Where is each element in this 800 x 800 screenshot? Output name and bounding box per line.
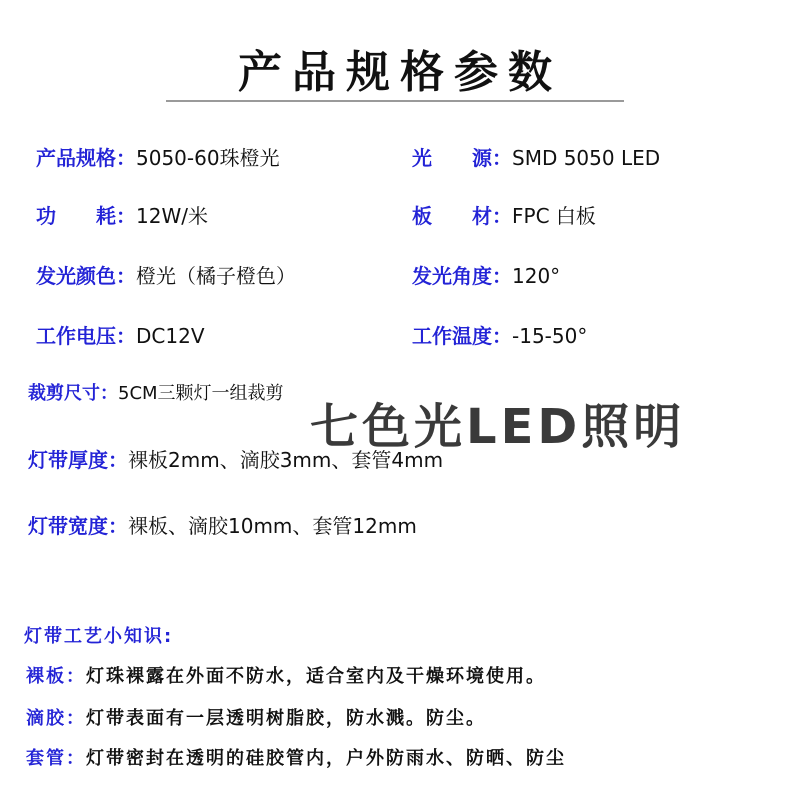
color-value: 橙光（橘子橙色） (136, 264, 296, 288)
brand-watermark: 七色光LED照明 (310, 399, 686, 455)
spec-row-color (36, 264, 296, 288)
thickness-label: 灯带厚度： (28, 448, 128, 472)
knowledge-item-label: 滴胶： (26, 708, 86, 729)
source-label: 光 源： (412, 146, 512, 170)
knowledge-item-text: 灯带密封在透明的硅胶管内，户外防雨水、防晒、防尘 (86, 748, 566, 769)
voltage-value: DC12V (136, 324, 205, 348)
knowledge-item-text: 灯带表面有一层透明树脂胶，防水溅。防尘。 (86, 708, 486, 729)
knowledge-item (26, 666, 546, 688)
spec-row-spec (36, 146, 280, 170)
spec-row-source (412, 146, 660, 170)
spec-label: 产品规格： (36, 146, 136, 170)
knowledge-item (26, 748, 566, 770)
knowledge-heading: 灯带工艺小知识: (24, 626, 174, 647)
cut-label: 裁剪尺寸： (28, 383, 118, 404)
knowledge-item-label: 套管： (26, 748, 86, 769)
board-label: 板 材： (412, 204, 512, 228)
width-value: 裸板、滴胶10mm、套管12mm (128, 514, 417, 538)
voltage-label: 工作电压： (36, 324, 136, 348)
spec-row-width (28, 514, 417, 538)
spec-row-temperature (412, 324, 587, 348)
power-label: 功 耗： (36, 204, 136, 228)
thickness-value: 裸板2mm、滴胶3mm、套管4mm (128, 448, 444, 472)
spec-row-thickness (28, 448, 443, 472)
page-title: 产品规格参数 (238, 47, 562, 98)
spec-row-voltage (36, 324, 205, 348)
temperature-value: -15-50° (512, 324, 588, 348)
board-value: FPC 白板 (512, 204, 596, 228)
angle-label: 发光角度： (412, 264, 512, 288)
spec-row-power (36, 204, 208, 228)
spec-row-angle (412, 264, 560, 288)
cut-value: 5CM三颗灯一组裁剪 (118, 383, 284, 404)
spec-row-cut (28, 382, 284, 406)
knowledge-item-label: 裸板： (26, 666, 86, 687)
color-label: 发光颜色： (36, 264, 136, 288)
temperature-label: 工作温度： (412, 324, 512, 348)
width-label: 灯带宽度： (28, 514, 128, 538)
spec-value: 5050-60珠橙光 (136, 146, 280, 170)
knowledge-item-text: 灯珠裸露在外面不防水，适合室内及干燥环境使用。 (86, 666, 546, 687)
knowledge-item (26, 708, 486, 730)
power-value: 12W/米 (136, 204, 208, 228)
spec-row-board (412, 204, 596, 228)
angle-value: 120° (512, 264, 561, 288)
source-value: SMD 5050 LED (512, 146, 661, 170)
title-divider (166, 100, 624, 102)
